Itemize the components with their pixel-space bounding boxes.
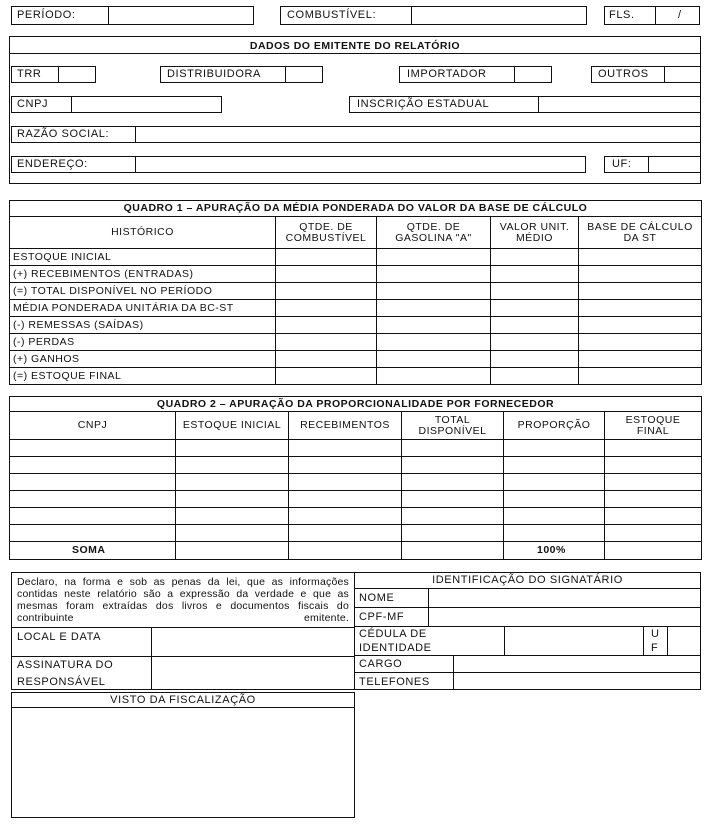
q1-cell[interactable] <box>491 317 579 334</box>
q2-cell[interactable] <box>402 525 504 542</box>
cedula-uf-label-2: F <box>651 642 659 654</box>
combustivel-field[interactable] <box>411 6 587 25</box>
q1-cell[interactable] <box>491 334 579 351</box>
q1-row-label: (=) TOTAL DISPONÍVEL NO PERÍODO <box>10 283 276 300</box>
razao-label: RAZÃO SOCIAL: <box>17 128 110 140</box>
q1-cell[interactable] <box>377 317 491 334</box>
uf-label: UF: <box>612 158 632 170</box>
q1-cell[interactable] <box>276 334 377 351</box>
q2-cell[interactable] <box>504 457 605 474</box>
q2-cell[interactable] <box>402 508 504 525</box>
q2-cell[interactable] <box>176 525 289 542</box>
outros-label: OUTROS <box>598 68 649 80</box>
q1-cell[interactable] <box>579 334 702 351</box>
q2-cell[interactable] <box>289 440 402 457</box>
q2-cell[interactable] <box>176 508 289 525</box>
q2-cell[interactable] <box>176 440 289 457</box>
uf-field[interactable] <box>648 156 701 173</box>
assinatura-field[interactable] <box>151 656 355 690</box>
q2-cell[interactable] <box>605 440 702 457</box>
endereco-field[interactable] <box>135 156 586 173</box>
q1-cell[interactable] <box>377 351 491 368</box>
emitente-title-divider <box>9 53 701 54</box>
q2-cell[interactable] <box>504 474 605 491</box>
combustivel-label: COMBUSTÍVEL: <box>287 9 377 21</box>
q1-cell[interactable] <box>276 351 377 368</box>
cnpj-field[interactable] <box>71 96 222 113</box>
q1-row-label: (-) REMESSAS (SAÍDAS) <box>10 317 276 334</box>
q1-cell[interactable] <box>579 351 702 368</box>
local-data-field[interactable] <box>151 627 355 657</box>
q1-cell[interactable] <box>579 249 702 266</box>
q2-cell[interactable] <box>289 474 402 491</box>
q1-cell[interactable] <box>579 300 702 317</box>
q2-header-estoque-final: ESTOQUE FINAL <box>605 412 702 440</box>
distribuidora-checkbox[interactable] <box>285 66 323 83</box>
q1-cell[interactable] <box>491 300 579 317</box>
q1-cell[interactable] <box>491 266 579 283</box>
q2-cell[interactable] <box>289 542 402 560</box>
visto-title: VISTO DA FISCALIZAÇÃO <box>110 694 256 706</box>
assinatura-label-2: RESPONSÁVEL <box>17 676 106 688</box>
quadro1-title: QUADRO 1 – APURAÇÃO DA MÉDIA PONDERADA DO VALOR DA BASE DE CÁLCULO <box>10 201 702 217</box>
cedula-label-2: IDENTIDADE <box>359 642 432 654</box>
q1-cell[interactable] <box>377 334 491 351</box>
q2-cell[interactable] <box>402 457 504 474</box>
q1-cell[interactable] <box>491 351 579 368</box>
q2-header-proporcao: PROPORÇÃO <box>504 412 605 440</box>
q1-cell[interactable] <box>579 368 702 385</box>
q1-cell[interactable] <box>377 283 491 300</box>
inscricao-field[interactable] <box>538 96 701 113</box>
q1-header-base-calculo: BASE DE CÁLCULO DA ST <box>579 217 702 249</box>
q1-row-label: ESTOQUE INICIAL <box>10 249 276 266</box>
quadro2-title: QUADRO 2 – APURAÇÃO DA PROPORCIONALIDADE POR FORNECEDOR <box>10 397 702 412</box>
importador-checkbox[interactable] <box>514 66 552 83</box>
cnpj-label: CNPJ <box>17 98 49 110</box>
q2-soma-label: SOMA <box>10 542 176 560</box>
q2-header-cnpj: CNPJ <box>10 412 176 440</box>
q1-cell[interactable] <box>579 266 702 283</box>
cpf-label: CPF-MF <box>359 611 405 623</box>
q2-header-total-disponivel: TOTAL DISPONÍVEL <box>402 412 504 440</box>
q1-header-qtde-gasolina: QTDE. DE GASOLINA "A" <box>377 217 491 249</box>
q1-cell[interactable] <box>579 317 702 334</box>
visto-title-divider <box>11 707 355 708</box>
q1-row-label: (=) ESTOQUE FINAL <box>10 368 276 385</box>
q2-cell[interactable] <box>504 525 605 542</box>
telefones-field[interactable] <box>453 672 701 690</box>
q2-cell[interactable] <box>10 508 176 525</box>
q1-header-historico: HISTÓRICO <box>10 217 276 249</box>
distribuidora-label: DISTRIBUIDORA <box>167 68 261 80</box>
nome-label: NOME <box>359 592 395 604</box>
cedula-uf-field[interactable] <box>667 626 701 656</box>
quadro1-table <box>9 200 702 385</box>
q2-cell[interactable] <box>402 542 504 560</box>
q1-row-label: MÉDIA PONDERADA UNITÁRIA DA BC-ST <box>10 300 276 317</box>
q2-cell[interactable] <box>289 525 402 542</box>
cargo-field[interactable] <box>453 655 701 673</box>
signatario-title: IDENTIFICAÇÃO DO SIGNATÁRIO <box>432 574 623 586</box>
q2-soma-proporcao: 100% <box>504 542 605 560</box>
telefones-label: TELEFONES <box>359 676 430 688</box>
q1-cell[interactable] <box>276 368 377 385</box>
quadro2-table <box>9 396 702 560</box>
q2-cell[interactable] <box>605 508 702 525</box>
cedula-label-1: CÉDULA DE <box>359 628 427 640</box>
q1-cell[interactable] <box>377 249 491 266</box>
q2-header-recebimentos: RECEBIMENTOS <box>289 412 402 440</box>
q2-cell[interactable] <box>10 457 176 474</box>
inscricao-label: INSCRIÇÃO ESTADUAL <box>357 98 490 110</box>
q1-cell[interactable] <box>276 317 377 334</box>
q2-cell[interactable] <box>289 457 402 474</box>
trr-checkbox[interactable] <box>58 66 96 83</box>
outros-checkbox[interactable] <box>664 66 701 83</box>
q2-header-estoque-inicial: ESTOQUE INICIAL <box>176 412 289 440</box>
q1-row-label: (+) RECEBIMENTOS (ENTRADAS) <box>10 266 276 283</box>
cedula-field[interactable] <box>504 626 644 656</box>
razao-field[interactable] <box>135 126 701 143</box>
cargo-label: CARGO <box>359 658 403 670</box>
q1-row-label: (-) PERDAS <box>10 334 276 351</box>
fls-separator: / <box>678 9 682 21</box>
q2-cell[interactable] <box>10 474 176 491</box>
q2-cell[interactable] <box>176 542 289 560</box>
q2-cell[interactable] <box>402 491 504 508</box>
q2-cell[interactable] <box>605 525 702 542</box>
q2-cell[interactable] <box>605 491 702 508</box>
emitente-title: DADOS DO EMITENTE DO RELATÓRIO <box>249 40 461 52</box>
q2-cell[interactable] <box>504 491 605 508</box>
q2-cell[interactable] <box>176 491 289 508</box>
q2-cell[interactable] <box>10 525 176 542</box>
q1-cell[interactable] <box>579 283 702 300</box>
q2-cell[interactable] <box>10 440 176 457</box>
q2-cell[interactable] <box>605 474 702 491</box>
cedula-uf-label-1: U <box>651 628 660 640</box>
endereco-label: ENDEREÇO: <box>17 158 88 170</box>
declaracao-text: Declaro, na forma e sob as penas da lei, que as informações contidas neste relatório são a expressão da verdade e que as mesmas foram extraídas dos livros e documentos fiscais do contribuinte emitente. <box>17 576 349 624</box>
q1-header-valor-unit: VALOR UNIT. MÉDIO <box>491 217 579 249</box>
q1-cell[interactable] <box>276 283 377 300</box>
q1-cell[interactable] <box>276 300 377 317</box>
nome-field[interactable] <box>428 588 701 608</box>
visto-box[interactable] <box>11 692 355 818</box>
q2-cell[interactable] <box>10 491 176 508</box>
periodo-field[interactable] <box>108 6 254 25</box>
q2-cell[interactable] <box>504 440 605 457</box>
q1-row-label: (+) GANHOS <box>10 351 276 368</box>
q1-cell[interactable] <box>377 368 491 385</box>
cpf-field[interactable] <box>428 607 701 627</box>
q2-cell[interactable] <box>289 491 402 508</box>
trr-label: TRR <box>17 68 42 80</box>
q2-cell[interactable] <box>605 457 702 474</box>
q2-cell[interactable] <box>176 474 289 491</box>
assinatura-label-1: ASSINATURA DO <box>17 659 114 671</box>
q1-cell[interactable] <box>491 368 579 385</box>
q1-cell[interactable] <box>491 249 579 266</box>
q1-cell[interactable] <box>491 283 579 300</box>
q1-cell[interactable] <box>377 266 491 283</box>
q1-cell[interactable] <box>276 249 377 266</box>
q2-cell[interactable] <box>402 474 504 491</box>
q1-cell[interactable] <box>377 300 491 317</box>
q1-cell[interactable] <box>276 266 377 283</box>
periodo-label: PERÍODO: <box>17 9 76 21</box>
q2-cell[interactable] <box>176 457 289 474</box>
q1-header-qtde-combustivel: QTDE. DE COMBUSTÍVEL <box>276 217 377 249</box>
q2-cell[interactable] <box>289 508 402 525</box>
fls-label: FLS. <box>609 9 635 21</box>
q2-cell[interactable] <box>504 508 605 525</box>
q2-cell[interactable] <box>605 542 702 560</box>
importador-label: IMPORTADOR <box>407 68 487 80</box>
q2-cell[interactable] <box>402 440 504 457</box>
local-data-label: LOCAL E DATA <box>17 631 102 643</box>
